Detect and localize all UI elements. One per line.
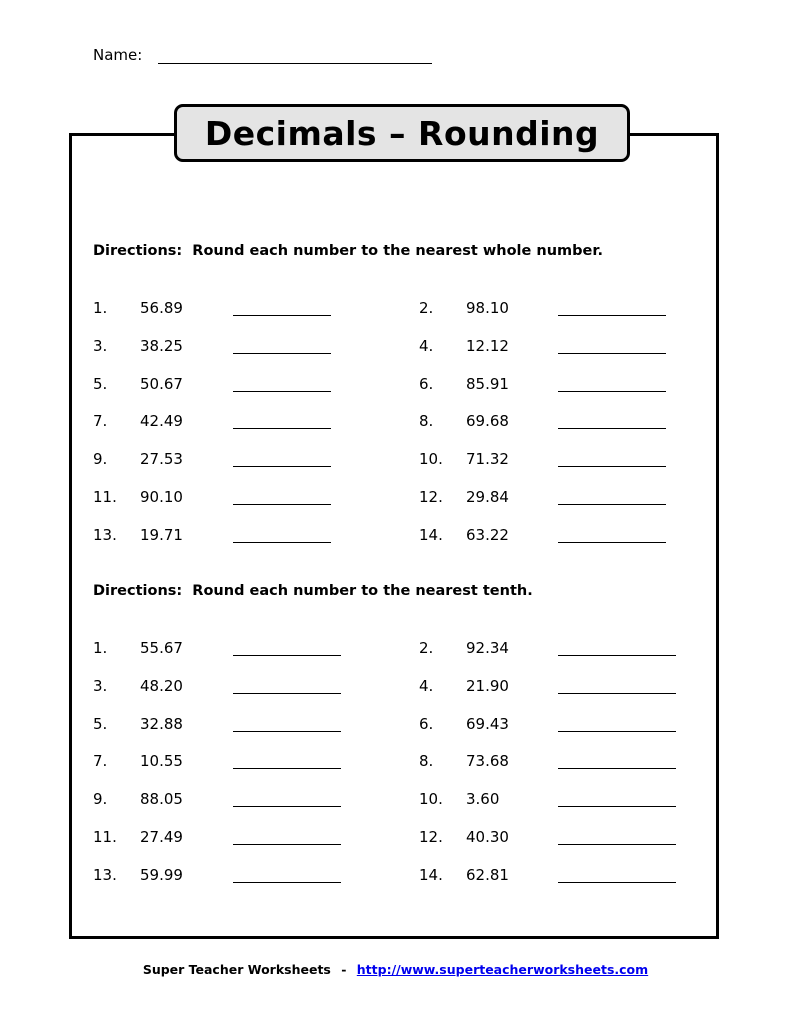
answer-blank[interactable] xyxy=(233,353,331,354)
problem-value: 38.25 xyxy=(140,336,183,355)
problem-row xyxy=(419,337,699,357)
problem-number: 2. xyxy=(419,299,434,317)
problem-value: 90.10 xyxy=(140,488,183,506)
problem-row xyxy=(93,337,373,357)
problem-value: 88.05 xyxy=(140,790,183,809)
answer-blank[interactable] xyxy=(233,504,331,505)
answer-blank[interactable] xyxy=(233,655,341,656)
problem-row xyxy=(93,450,373,470)
answer-blank[interactable] xyxy=(233,693,341,694)
problem-value: 3.60 xyxy=(466,790,500,809)
problem-number: 12. xyxy=(419,488,443,506)
problem-number: 5. xyxy=(93,714,108,733)
problem-value: 73.68 xyxy=(466,752,509,771)
page-title: Decimals – Rounding xyxy=(204,113,600,153)
problem-row xyxy=(419,715,699,735)
answer-blank[interactable] xyxy=(233,844,341,845)
problem-value: 27.53 xyxy=(140,450,183,469)
answer-blank[interactable] xyxy=(558,504,666,505)
problem-value: 98.10 xyxy=(466,299,509,317)
answer-blank[interactable] xyxy=(558,768,676,769)
title-box xyxy=(174,104,630,162)
problem-value: 21.90 xyxy=(466,676,509,695)
section2-directions: Directions: Round each number to the nearest tenth. xyxy=(93,583,533,599)
footer-brand: Super Teacher Worksheets xyxy=(142,962,331,977)
answer-blank[interactable] xyxy=(558,693,676,694)
problem-row xyxy=(419,412,699,432)
problem-number: 1. xyxy=(93,299,108,317)
footer xyxy=(0,962,791,977)
problem-row xyxy=(93,639,373,659)
answer-blank[interactable] xyxy=(558,731,676,732)
problem-number: 11. xyxy=(93,488,117,506)
section1-directions: Directions: Round each number to the nearest whole number. xyxy=(93,243,603,259)
problem-number: 14. xyxy=(419,525,443,544)
problem-number: 3. xyxy=(93,676,108,695)
problem-value: 10.55 xyxy=(140,752,183,771)
problem-value: 50.67 xyxy=(140,374,183,393)
problem-number: 10. xyxy=(419,790,443,809)
problem-value: 85.91 xyxy=(466,374,509,393)
answer-blank[interactable] xyxy=(233,542,331,543)
answer-blank[interactable] xyxy=(233,428,331,429)
problem-number: 14. xyxy=(419,865,443,884)
problem-value: 92.34 xyxy=(466,639,509,657)
problem-value: 63.22 xyxy=(466,525,509,544)
problem-number: 13. xyxy=(93,865,117,884)
problem-row xyxy=(419,639,699,659)
problem-row xyxy=(419,677,699,697)
problem-number: 6. xyxy=(419,714,434,733)
answer-blank[interactable] xyxy=(558,315,666,316)
problem-number: 8. xyxy=(419,412,434,431)
answer-blank[interactable] xyxy=(558,882,676,883)
answer-blank[interactable] xyxy=(233,391,331,392)
problem-row xyxy=(93,526,373,546)
problem-value: 62.81 xyxy=(466,865,509,884)
problem-number: 7. xyxy=(93,752,108,771)
problem-row xyxy=(419,299,699,319)
problem-row xyxy=(93,828,373,848)
problem-number: 3. xyxy=(93,336,108,355)
problem-number: 10. xyxy=(419,450,443,469)
problem-value: 29.84 xyxy=(466,488,509,506)
problem-value: 32.88 xyxy=(140,714,183,733)
footer-separator: - xyxy=(341,962,347,977)
problem-value: 59.99 xyxy=(140,865,183,884)
problem-number: 6. xyxy=(419,374,434,393)
problem-value: 42.49 xyxy=(140,412,183,431)
problem-value: 40.30 xyxy=(466,828,509,846)
answer-blank[interactable] xyxy=(558,353,666,354)
name-blank-line[interactable] xyxy=(158,63,432,64)
problem-number: 7. xyxy=(93,412,108,431)
answer-blank[interactable] xyxy=(558,806,676,807)
answer-blank[interactable] xyxy=(233,466,331,467)
problem-number: 11. xyxy=(93,828,117,846)
problem-number: 5. xyxy=(93,374,108,393)
problem-row xyxy=(93,790,373,810)
answer-blank[interactable] xyxy=(558,844,676,845)
problem-row xyxy=(93,375,373,395)
problem-value: 69.68 xyxy=(466,412,509,431)
problem-number: 4. xyxy=(419,336,434,355)
problem-number: 9. xyxy=(93,790,108,809)
problem-row xyxy=(419,375,699,395)
problem-number: 2. xyxy=(419,639,434,657)
problem-row xyxy=(93,866,373,886)
problem-value: 19.71 xyxy=(140,525,183,544)
problem-number: 12. xyxy=(419,828,443,846)
problem-number: 4. xyxy=(419,676,434,695)
problem-row xyxy=(419,488,699,508)
problem-number: 8. xyxy=(419,752,434,771)
answer-blank[interactable] xyxy=(558,655,676,656)
problem-value: 56.89 xyxy=(140,299,183,317)
name-label: Name: xyxy=(93,46,143,64)
problem-row xyxy=(419,790,699,810)
answer-blank[interactable] xyxy=(558,542,666,543)
answer-blank[interactable] xyxy=(233,731,341,732)
problem-row xyxy=(93,488,373,508)
problem-row xyxy=(419,526,699,546)
answer-blank[interactable] xyxy=(558,466,666,467)
problem-row xyxy=(93,412,373,432)
problem-value: 71.32 xyxy=(466,450,509,469)
answer-blank[interactable] xyxy=(233,315,331,316)
answer-blank[interactable] xyxy=(233,768,341,769)
answer-blank[interactable] xyxy=(558,428,666,429)
answer-blank[interactable] xyxy=(558,391,666,392)
problem-value: 27.49 xyxy=(140,828,183,846)
answer-blank[interactable] xyxy=(233,806,341,807)
problem-value: 48.20 xyxy=(140,676,183,695)
problem-value: 69.43 xyxy=(466,714,509,733)
problem-row xyxy=(419,450,699,470)
problem-value: 55.67 xyxy=(140,639,183,657)
problem-number: 9. xyxy=(93,450,108,469)
problem-number: 1. xyxy=(93,639,108,657)
problem-row xyxy=(419,752,699,772)
problem-row xyxy=(93,677,373,697)
footer-link[interactable]: http://www.superteacherworksheets.com xyxy=(356,962,649,977)
problem-row xyxy=(419,828,699,848)
answer-blank[interactable] xyxy=(233,882,341,883)
problem-row xyxy=(93,752,373,772)
problem-number: 13. xyxy=(93,525,117,544)
problem-row xyxy=(93,299,373,319)
problem-row xyxy=(93,715,373,735)
problem-value: 12.12 xyxy=(466,336,509,355)
problem-row xyxy=(419,866,699,886)
